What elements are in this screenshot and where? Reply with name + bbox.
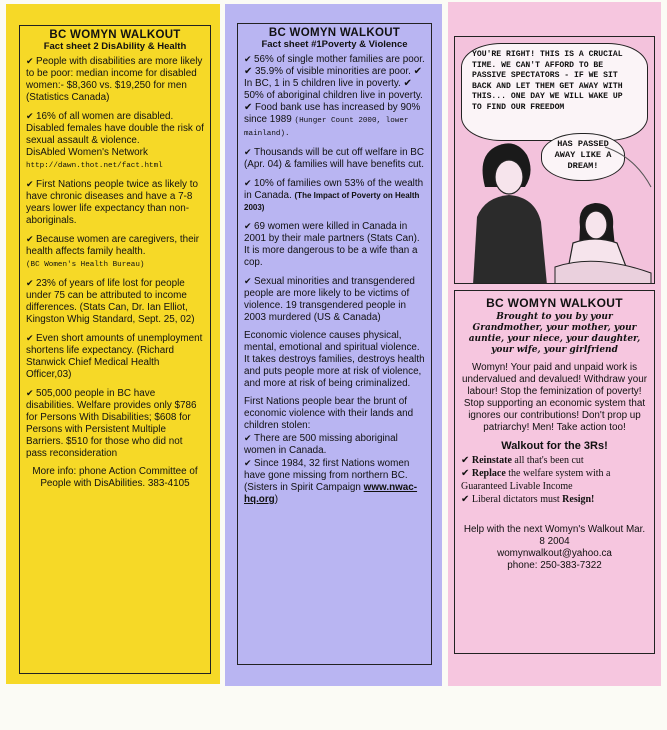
demand-item: ✔ Liberal dictators must Resign! <box>461 494 595 505</box>
check-icon: ✔ <box>26 111 37 121</box>
check-icon: ✔ <box>26 234 37 244</box>
help-text: Help with the next Womyn's Walkout Mar. 8 2004 <box>463 524 646 547</box>
sheet-title: BC WOMYN WALKOUT <box>49 29 181 41</box>
fact-item: ✔ Sexual minorities and transgendered people are more likely to be victims of violence. 19 transgendered people in 2003 murdered (US & Canada) <box>244 276 415 323</box>
check-icon: ✔ <box>244 54 255 64</box>
contact-phone: phone: 250-383-7322 <box>507 560 602 571</box>
check-icon: ✔ <box>244 178 255 188</box>
contact-email[interactable]: womynwalkout@yahoo.ca <box>497 548 612 559</box>
flyer-body: Womyn! Your paid and unpaid work is undervalued and devalued! Withdraw your labour! Stop the feminization of poverty! Stop supporting an economic system that ignores our contributions! Don't prop up patriarchy! Men! Take action too! <box>462 362 647 433</box>
comic-panel <box>454 36 655 284</box>
fact-item: Economic violence causes physical, mental, emotional and spiritual violence. It takes destroys families, destroys health and puts people more at risk of violence, and more at risk of being criminalized. <box>244 330 425 389</box>
flyer-panel <box>454 290 655 654</box>
poverty-violence-fact-sheet <box>225 4 442 686</box>
demand-item: ✔ Reinstate all that's been cut <box>461 455 584 466</box>
check-icon: ✔ <box>26 56 37 66</box>
fact-item: First Nations people bear the brunt of economic violence with their lands and children stolen: ✔ There are 500 missing aboriginal women in Canada. ✔ Since 1984, 32 first Nations women have gone missing from northern BC. (Sisters in Spirit Campaign www.nwac-hq.org) <box>244 396 418 505</box>
background-line <box>605 147 651 187</box>
flyer-title: BC WOMYN WALKOUT <box>486 296 623 310</box>
fact-item: ✔ Because women are caregivers, their health affects family health. (BC Women's Health Bureau) <box>26 234 200 269</box>
check-icon: ✔ <box>244 221 255 231</box>
sheet-subtitle: Fact sheet #1Poverty & Violence <box>261 39 408 50</box>
check-icon: ✔ <box>244 433 255 443</box>
fact-item: ✔ 23% of years of life lost for people under 75 can be attributed to income differences. (Stats Can, Dr. Ian Elliot, Kingston Whig Standard, Sept. 25, 02) <box>26 278 195 325</box>
fact-item: ✔ 16% of all women are disabled. Disabled females have double the risk of sexual assault & violence. DisAbled Women's Network http://dawn.thot.net/fact.html <box>26 111 204 170</box>
sheet-title: BC WOMYN WALKOUT <box>268 27 401 39</box>
ground-shape <box>555 261 651 284</box>
fact-sheet-border <box>19 25 211 674</box>
fact-item: ✔ 505,000 people in BC have disabilities. Welfare provides only $786 for Persons With Disabilities; $608 for Persons with Persistent Multiple Barriers. $510 for those who did not pass reconsideration <box>26 388 197 459</box>
comic-illustration <box>455 37 655 284</box>
check-icon: ✔ <box>244 147 255 157</box>
brought-to-you-text: Brought to you by your Grandmother, your mother, your auntie, your niece, your daughter, your wife, your girlfriend <box>468 312 641 355</box>
disability-health-fact-sheet <box>6 4 220 684</box>
sheet-footer: More info: phone Action Committee of People with DisAbilities. 383-4105 <box>32 466 198 489</box>
fact-item: ✔ First Nations people twice as likely to have chronic diseases and have a 7-8 years lower life expectancy than non-aboriginals. <box>26 179 198 226</box>
fact-item: ✔ 56% of single mother families are poor. ✔ 35.9% of visible minorities are poor. ✔ In BC, 1 in 5 children live in poverty. ✔ 50% of aboriginal children live in poverty. ✔ Food bank use has increased by 90% since 1989 (Hunger Count 2000, lower mainland). <box>244 54 425 138</box>
fact-sheet-border <box>237 23 432 665</box>
check-icon: ✔ <box>461 494 472 505</box>
check-icon: ✔ <box>461 455 472 466</box>
speech-bubble-small: HAS PASSED AWAY LIKE A DREAM! <box>541 133 625 181</box>
face-shape <box>585 211 607 239</box>
check-icon: ✔ <box>461 468 472 479</box>
demand-item: ✔ Replace the welfare system with a Guaranteed Livable Income <box>461 468 611 492</box>
fact-item: ✔ People with disabilities are more likely to be poor: median income for disabled women:- $8,360 vs. $19,250 for men (Statistics Canada) <box>26 56 203 103</box>
fact-item: ✔ 69 women were killed in Canada in 2001 by their male partners (Stats Can). It is more dangerous to be a wife than a cop. <box>244 221 420 268</box>
sheet-subtitle: Fact sheet 2 DisAbility & Health <box>43 41 187 52</box>
walkout-heading: Walkout for the 3Rs! <box>501 440 608 452</box>
nwac-link[interactable]: www.nwac-hq.org <box>244 482 418 505</box>
check-icon: ✔ <box>26 388 37 398</box>
speech-bubble: YOU'RE RIGHT! THIS IS A CRUCIAL TIME. WE CAN'T AFFORD TO BE PASSIVE SPECTATORS - IF WE SIT BACK AND LET THEM GET AWAY WITH THIS... ONE DAY WE WILL WAKE UP TO FIND OUR FREEDOM <box>461 43 648 141</box>
fact-item: ✔ Even short amounts of unemployment shortens life expectancy. (Richard Stanwick Chief Medical Health Officer,03) <box>26 333 203 380</box>
fact-item: ✔ 10% of families own 53% of the wealth in Canada. (The Impact of Poverty on Health 2003) <box>244 178 424 212</box>
check-icon: ✔ <box>244 276 255 286</box>
check-icon: ✔ <box>26 179 37 189</box>
face-shape <box>495 160 523 194</box>
fact-item: ✔ Thousands will be cut off welfare in BC (Apr. 04) & families will have benefits cut. <box>244 147 425 170</box>
body-shape <box>473 195 547 284</box>
check-icon: ✔ <box>26 278 37 288</box>
check-icon: ✔ <box>244 458 255 468</box>
check-icon: ✔ <box>26 333 37 343</box>
walkout-flyer <box>448 2 661 686</box>
